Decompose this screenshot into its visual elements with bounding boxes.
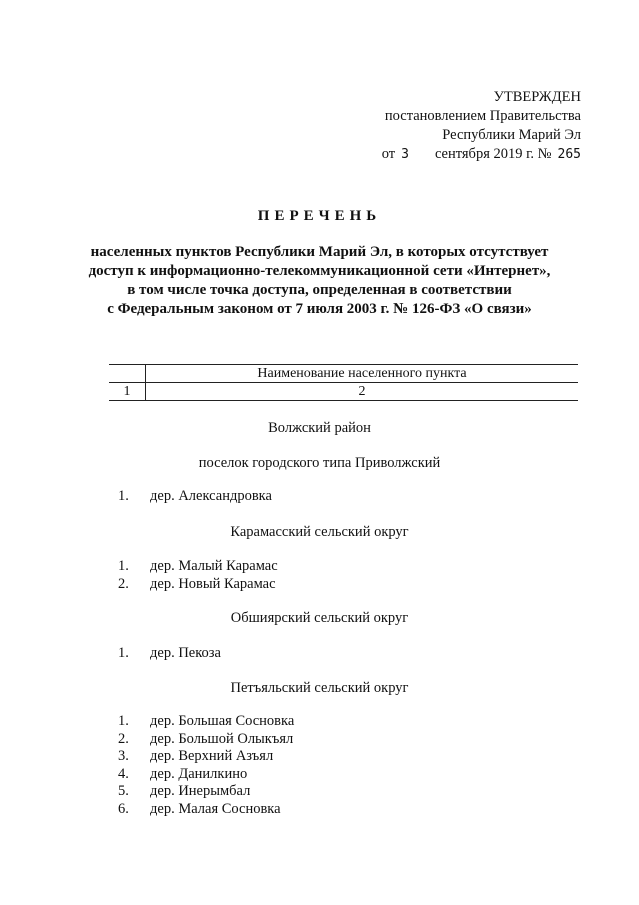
item-number: 1. — [118, 713, 129, 729]
item-name: дер. Большая Сосновка — [150, 713, 295, 729]
list-item — [118, 488, 272, 506]
subtitle-line: в том числе точка доступа, определенная в соответствии — [127, 282, 512, 298]
item-number: 3. — [118, 748, 129, 764]
item-number: 2. — [118, 575, 129, 592]
list-item — [118, 731, 294, 749]
item-number: 2. — [118, 730, 129, 747]
settlement-list — [118, 713, 294, 818]
item-name: дер. Данилкино — [150, 765, 248, 782]
list-item — [118, 576, 278, 594]
approval-title: УТВЕРЖДЕН — [493, 89, 581, 105]
list-item — [118, 748, 294, 766]
list-item — [118, 558, 278, 576]
header-col1-number: 1 — [109, 383, 146, 401]
settlement-list — [118, 488, 272, 506]
document-subtitle — [0, 243, 639, 319]
header-col2-number: 2 — [146, 383, 579, 401]
settlement-list — [118, 558, 278, 593]
subtitle-line: доступ к информационно-телекоммуникационной сети «Интернет», — [88, 263, 551, 279]
item-name: дер. Инерымбал — [150, 783, 251, 799]
item-number: 1. — [118, 558, 129, 574]
section-heading: Обшиярский сельский округ — [230, 610, 409, 626]
item-number: 4. — [118, 765, 129, 782]
subtitle-line: населенных пунктов Республики Марий Эл, в которых отсутствует — [90, 244, 549, 260]
item-name: дер. Малый Карамас — [150, 558, 278, 574]
section-heading: Петъяльский сельский округ — [230, 680, 409, 696]
approval-date-prefix: от — [381, 146, 396, 162]
item-name: дер. Большой Олыкъял — [150, 730, 294, 747]
list-item — [118, 766, 294, 784]
section-heading: поселок городского типа Приволжский — [198, 455, 441, 471]
district-heading: Волжский район — [268, 420, 371, 436]
approval-republic: Республики Марий Эл — [442, 127, 581, 143]
item-name: дер. Александровка — [150, 488, 272, 504]
item-name: дер. Верхний Азъял — [150, 748, 274, 764]
approval-day: 3 — [401, 147, 409, 162]
subtitle-line: с Федеральным законом от 7 июля 2003 г. № 126-ФЗ «О связи» — [107, 301, 532, 317]
document-title: ПЕРЕЧЕНЬ — [257, 208, 382, 224]
list-item — [118, 645, 221, 663]
item-number: 6. — [118, 800, 129, 817]
item-name: дер. Новый Карамас — [150, 575, 276, 592]
list-item — [118, 713, 294, 731]
item-number: 5. — [118, 783, 129, 799]
list-item — [118, 783, 294, 801]
header-col2-label: Наименование населенного пункта — [146, 365, 579, 383]
approval-month-year: сентября 2019 г. № — [434, 146, 552, 162]
settlement-list — [118, 645, 221, 663]
item-number: 1. — [118, 488, 129, 504]
item-name: дер. Пекоза — [150, 645, 221, 661]
approval-number: 265 — [557, 147, 581, 162]
approval-decree: постановлением Правительства — [384, 108, 581, 124]
approval-date-line — [382, 145, 581, 164]
list-table-header — [109, 364, 578, 401]
approval-block — [382, 88, 581, 164]
item-name: дер. Малая Сосновка — [150, 800, 281, 817]
header-col1-label — [109, 365, 146, 383]
list-item — [118, 801, 294, 819]
section-heading: Карамасский сельский округ — [230, 524, 409, 540]
item-number: 1. — [118, 645, 129, 661]
